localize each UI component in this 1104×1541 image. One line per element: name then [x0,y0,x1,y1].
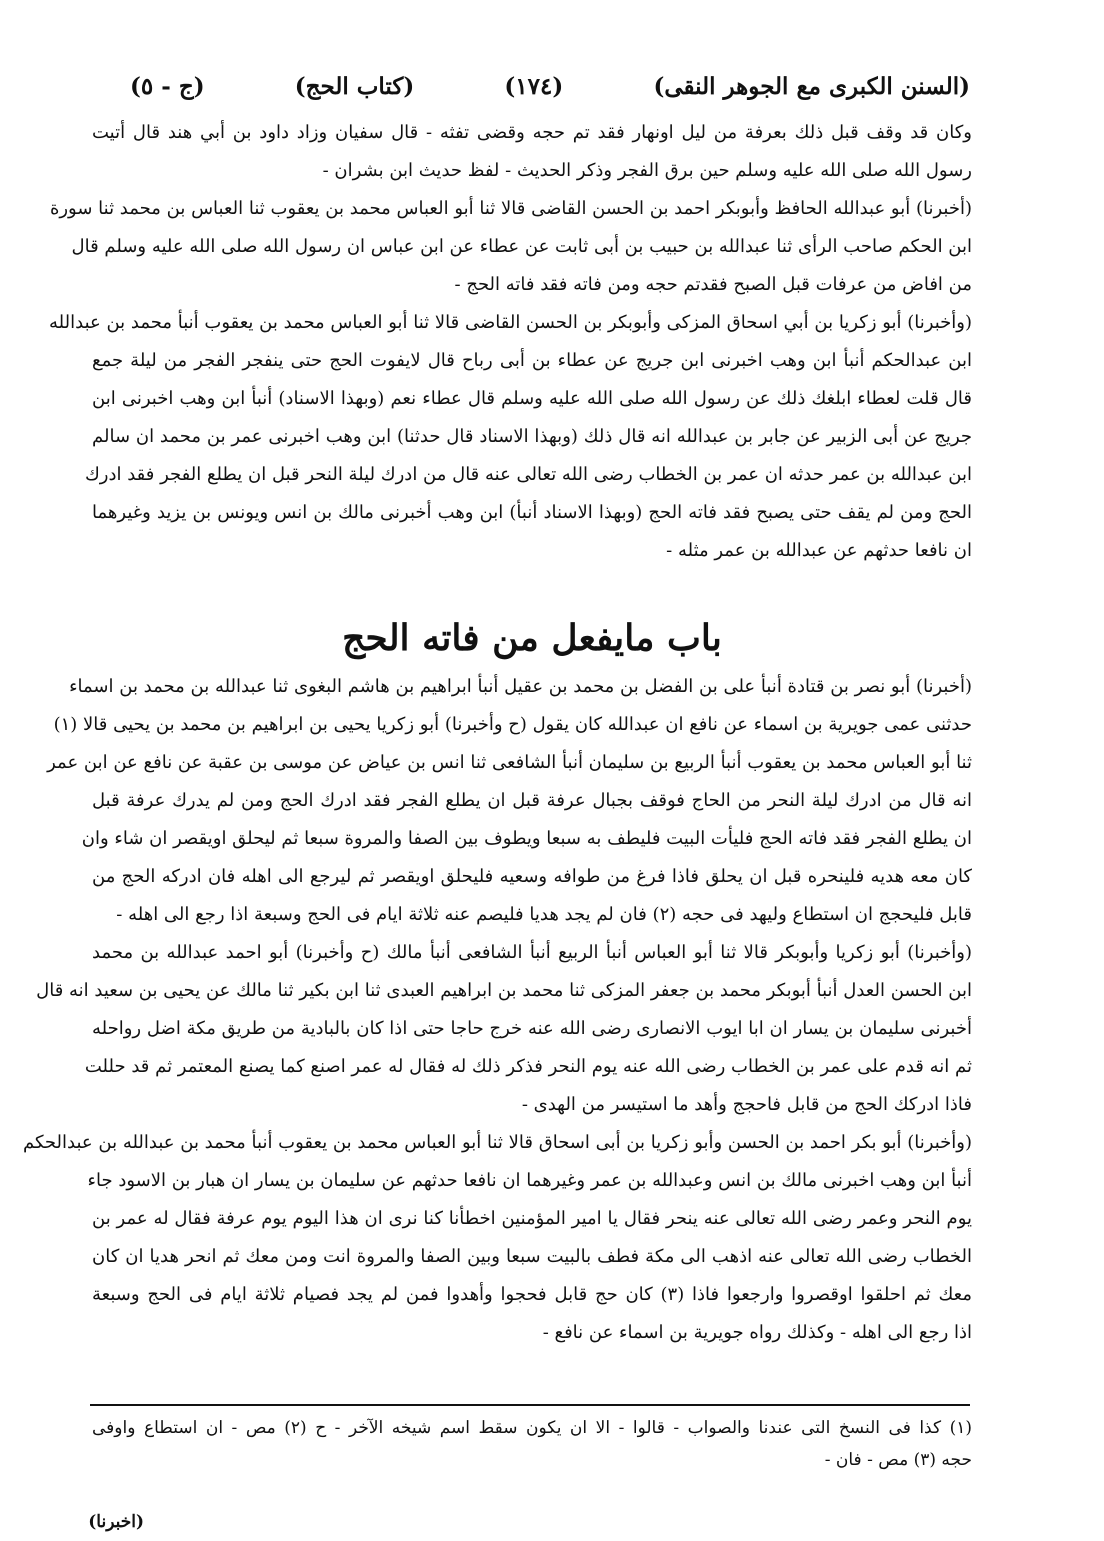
text-line: قال قلت لعطاء ابلغك ذلك عن رسول الله صلى الله عليه وسلم قال عطاء نعم (وبهذا الاسناد) أنبأ ابن وهب اخبرنى ابن [92,388,972,409]
text-line: (وأخبرنا) أبو زكريا بن أبي اسحاق المزكى وأبوبكر بن الحسن القاضى قالا ثنا أبو العباس محمد بن يعقوب أنبأ محمد بن عبدالله [49,312,972,333]
paragraph [92,114,972,190]
paragraph [36,934,972,1124]
text-line: قابل فليحجج ان استطاع وليهد فى حجه (٢) فان لم يجد هديا فليصم عنه ثلاثة ايام فى الحج وسبعة اذا رجع الى اهله - [116,904,972,925]
text-line: ان نافعا حدثهم عن عبدالله بن عمر مثله - [666,540,972,561]
catchword: (اخبرنا) [88,1512,144,1532]
text-line: معك ثم احلقوا اوقصروا وارجعوا فاذا (٣) كان حج قابل فحجوا وأهدوا فمن لم يجد فصيام ثلاثة ايام فى الحج وسبعة [92,1284,973,1305]
text-line: وكان قد وقف قبل ذلك بعرفة من ليل اونهار فقد تم حجه وقضى تفثه - قال سفيان وزاد داود بن أبي هند قال أتيت [92,122,972,143]
text-line: الحج ومن لم يقف حتى يصبح فقد فاته الحج (وبهذا الاسناد أنبأ) ابن وهب أخبرنى مالك بن انس ويونس بن يزيد وغيرهما [92,502,972,523]
footnote-line: (١) كذا فى النسخ التى عندنا والصواب - قالوا - الا ان يكون سقط اسم شيخه الآخر - ح (٢) مص - ان استطاع واوفى [92,1418,973,1438]
paragraph [49,190,972,304]
header-section: (كتاب الحج) [294,72,415,100]
text-line: ان يطلع الفجر فقد فاته الحج فليأت البيت فليطف به سبعا ويطوف بين الصفا والمروة سبعا ثم ليحلق اويقصر ان شاء وان [81,828,972,849]
text-line: ابن الحسن العدل أنبأ أبوبكر محمد بن جعفر المزكى ثنا محمد بن ابراهيم العبدى ثنا ابن بكير ثنا مالك عن يحيى بن سعيد انه قال [36,980,972,1001]
text-line: فاذا ادركك الحج من قابل فاحجج وأهد ما استيسر من الهدى - [521,1094,972,1115]
text-line: أخبرنى سليمان بن يسار ان ابا ايوب الانصارى رضى الله عنه خرج حاجا حتى اذا كان بالبادية من طريق مكة اضل رواحله [92,1018,972,1039]
text-line: ثنا أبو العباس محمد بن يعقوب أنبأ الربيع بن سليمان أنبأ الشافعى ثنا انس بن عياض عن موسى بن عقبة عن نافع عن ابن عمر [47,752,972,773]
header-book-title: (السنن الكبرى مع الجوهر النقى) [653,72,970,100]
chapter-title: باب مايفعل من فاته الحج [342,617,722,659]
paragraph [23,1124,973,1352]
text-line: (وأخبرنا) أبو بكر احمد بن الحسن وأبو زكريا بن أبى اسحاق قالا ثنا أبو العباس محمد بن يعقوب أنبأ محمد بن عبدالله بن عبدالحكم [23,1132,972,1153]
header-page-number: (١٧٤) [504,72,564,100]
text-line: الخطاب رضى الله تعالى عنه اذهب الى مكة فطف بالبيت سبعا وبين الصفا والمروة انت ومن معك ثم انحر هديا ان كان [92,1246,972,1267]
header-volume: (ج - ٥) [130,72,205,100]
paragraph [47,668,972,934]
text-line: ابن عبدالحكم أنبأ ابن وهب اخبرنى ابن جريج عن عطاء بن أبى رباح قال لايفوت الحج حتى ينفجر الفجر من ليلة جمع [92,350,972,371]
footnotes [92,1412,972,1476]
footnote-divider [90,1404,970,1406]
paragraph [49,304,972,570]
text-line: (أخبرنا) أبو نصر بن قتادة أنبأ على بن الفضل بن محمد بن عقيل أنبأ ابراهيم بن هاشم البغوى ثنا عبدالله بن محمد بن اسماء [69,676,972,697]
text-line: انه قال من ادرك ليلة النحر من الحاج فوقف بجبال عرفة قبل ان يطلع الفجر فقد ادرك الحج ومن لم يدرك عرفة قبل [92,790,972,811]
text-line: (أخبرنا) أبو عبدالله الحافظ وأبوبكر احمد بن الحسن القاضى قالا ثنا أبو العباس محمد بن يعقوب ثنا العباس بن محمد ثنا سورة [49,198,972,219]
text-line: أنبأ ابن وهب اخبرنى مالك بن انس وعبدالله بن عمر وغيرهما ان نافعا حدثهم عن سليمان بن يسار ان هبار بن الاسود جاء [87,1170,972,1191]
text-line: اذا رجع الى اهله - وكذلك رواه جويرية بن اسماء عن نافع - [542,1322,972,1343]
text-line: (وأخبرنا) أبو زكريا وأبوبكر قالا ثنا أبو العباس أنبأ الربيع أنبأ الشافعى أنبأ مالك (ح وأخبرنا) أبو احمد عبدالله بن محمد [92,942,972,963]
text-line: من افاض من عرفات قبل الصبح فقدتم حجه ومن فاته فقد فاته الحج - [454,274,972,295]
text-line: ابن عبدالله بن عمر حدثه ان عمر بن الخطاب رضى الله تعالى عنه قال من ادرك ليلة النحر قبل ان يطلع الفجر فقد ادرك [84,464,972,485]
text-line: ثم انه قدم على عمر بن الخطاب رضى الله عنه يوم النحر فذكر ذلك له فقال له عمر اصنع كما يصنع المعتمر ثم قد حللت [84,1056,972,1077]
body-text-bottom [23,668,973,1352]
footnote-line: حجه (٣) مص - فان - [824,1450,972,1470]
text-line: حدثنى عمى جويرية بن اسماء عن نافع ان عبدالله كان يقول (ح وأخبرنا) أبو زكريا يحيى بن ابراهيم بن محمد بن يحيى قالا (١) [53,714,972,735]
running-header [130,68,970,104]
text-line: ابن الحكم صاحب الرأى ثنا عبدالله بن حبيب بن أبى ثابت عن عطاء عن ابن عباس ان رسول الله صلى الله عليه وسلم قال [71,236,972,257]
text-line: جريج عن أبى الزبير عن جابر بن عبدالله انه قال ذلك (وبهذا الاسناد قال حدثنا) ابن وهب اخبرنى عمر بن محمد ان سالم [92,426,972,447]
text-line: رسول الله صلى الله عليه وسلم حين برق الفجر وذكر الحديث - لفظ حديث ابن بشران - [322,160,972,181]
text-line: يوم النحر وعمر رضى الله تعالى عنه ينحر فقال يا امير المؤمنين اخطأنا كنا نرى ان هذا اليوم يوم عرفة فقال له عمر بن [92,1208,973,1229]
body-text-top [49,114,972,570]
text-line: كان معه هديه فلينحره قبل ان يحلق فاذا فرغ من طوافه وسعيه فليحلق اويقصر ثم ليرجع الى اهله فان ادركه الحج من [92,866,972,887]
